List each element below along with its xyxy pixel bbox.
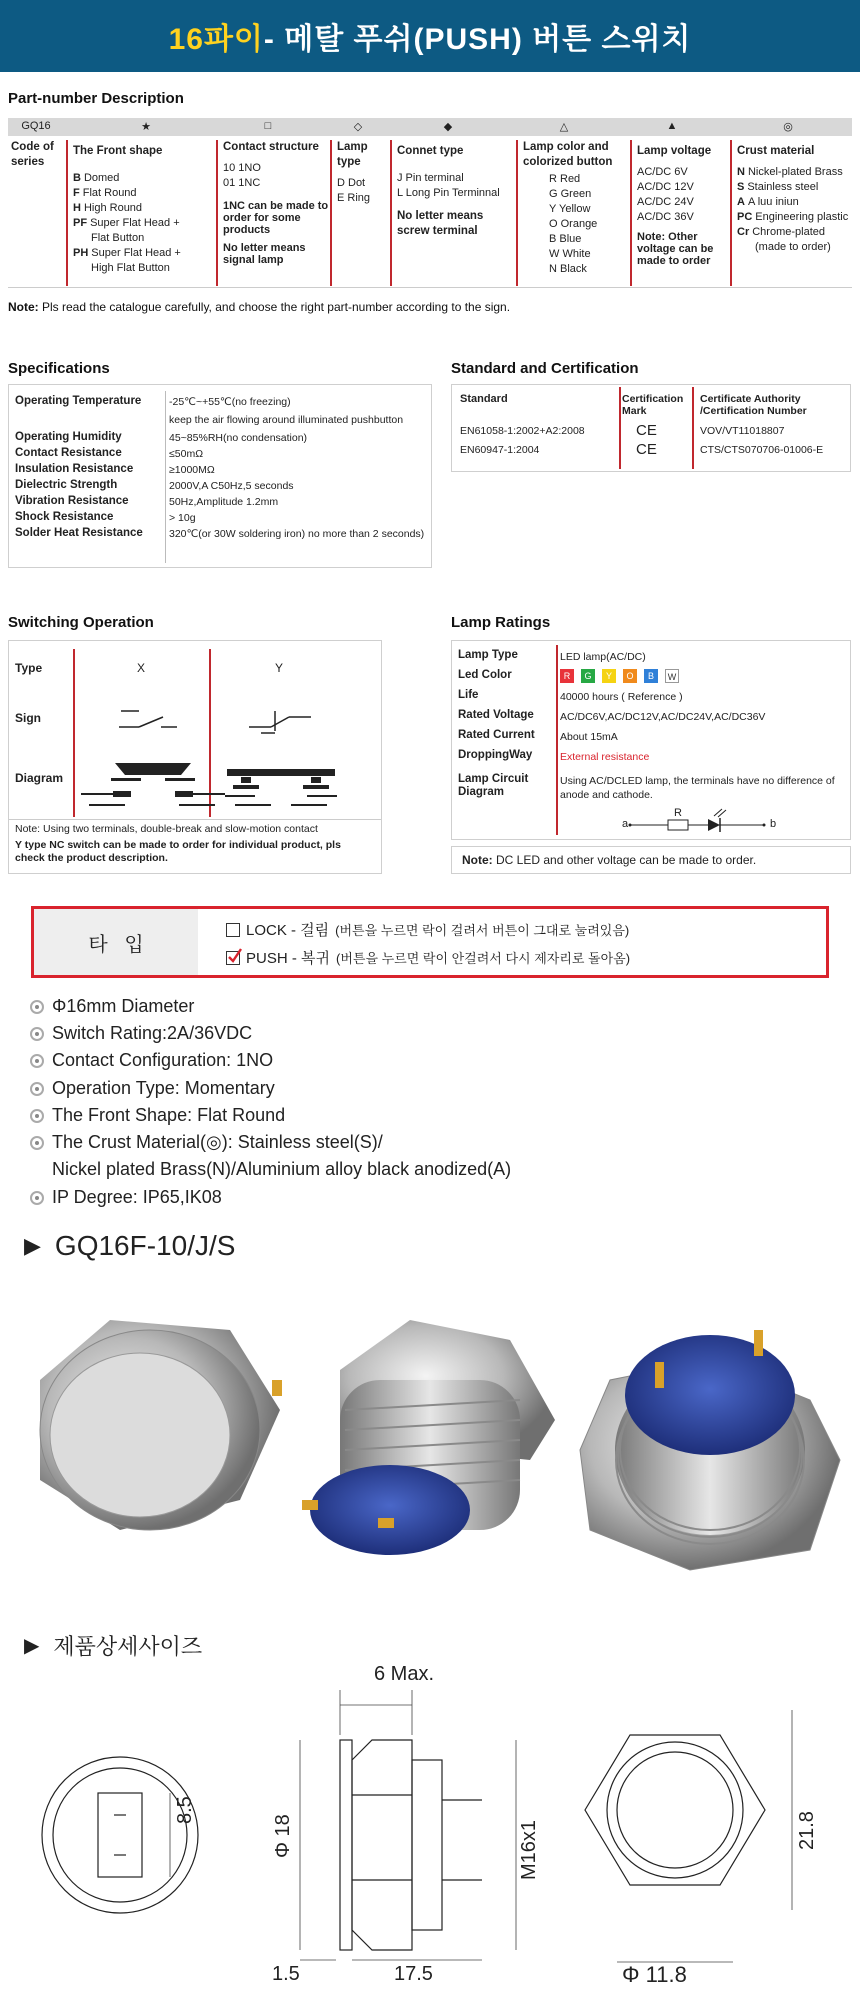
front-shape-line: F Flat Round [73, 187, 137, 199]
cert-standard-2: EN60947-1:2004 [460, 444, 540, 456]
pn-sym-4: ◆ [443, 121, 453, 133]
part-number-heading: Part-number Description [8, 90, 184, 107]
front-shape-line: PF Super Flat Head + [73, 217, 180, 229]
lamp-rating-label: Rated Current [458, 729, 535, 741]
photo-side [302, 1320, 555, 1555]
spec-value: 2000V,A C50Hz,5 seconds [169, 480, 294, 492]
spec-label: Insulation Resistance [15, 463, 134, 475]
specs-heading: Specifications [8, 360, 110, 377]
color-line: R Red [549, 173, 581, 185]
lamp-rating-label: Lamp Type [458, 649, 518, 661]
lock-desc: (버튼을 누르면 락이 걸려서 버튼이 그대로 눌려있음) [335, 923, 630, 938]
crust-line: PC Engineering plastic [737, 211, 849, 223]
feature-ip: IP Degree: IP65,IK08 [30, 1187, 222, 1208]
lamp-rating-label: DroppingWay [458, 749, 533, 761]
spec-label: Solder Heat Resistance [15, 527, 143, 539]
col-code: Code of series [11, 141, 54, 168]
led-color-B: B [644, 669, 658, 683]
spec-label: Dielectric Strength [15, 479, 118, 491]
cert-number-2: CTS/CTS070706-01006-E [700, 444, 824, 456]
col-connet-type: Connet type J Pin terminal L Long Pin Terminnal No letter means screw terminal [397, 145, 500, 237]
dim-phi11: Φ 11.8 [622, 1962, 687, 1987]
lamp-rating-value: 40000 hours ( Reference ) [560, 691, 683, 703]
voltage-line: AC/DC 36V [637, 211, 694, 223]
cert-col-mark: Certification Mark [622, 393, 684, 417]
bullet-icon [30, 1054, 44, 1068]
bullet-icon [30, 1191, 44, 1205]
lamp-rating-value: External resistance [560, 751, 650, 763]
color-line: W White [549, 248, 591, 260]
col-lamp-color: Lamp color and colorized button R Red G Green Y Yellow O Orange B Blue W White N Black [520, 140, 630, 286]
col-contact: Contact structure 10 1NO 01 1NC 1NC can be made to order for some products No letter means signal lamp [223, 141, 329, 266]
spec-value: keep the air flowing around illuminated pushbutton [169, 414, 404, 426]
sw-note-bold: Y type NC switch can be made to order for individual product, pls check the product description. [15, 839, 341, 864]
color-line: Y Yellow [549, 203, 591, 215]
bullet-icon [30, 1136, 44, 1150]
lamp-rating-value: Using AC/DCLED lamp, the terminals have no difference of anode and cathode. [560, 775, 835, 801]
lamp-rating-label: Rated Voltage [458, 709, 534, 721]
spec-label: Operating Temperature [15, 395, 142, 407]
spec-value: 50Hz,Amplitude 1.2mm [169, 496, 279, 508]
voltage-line: AC/DC 24V [637, 196, 694, 208]
bullet-icon [30, 1027, 44, 1041]
push-name: PUSH - 복귀 [246, 950, 330, 967]
voltage-line: AC/DC 6V [637, 166, 688, 178]
feature-rating: Switch Rating:2A/36VDC [30, 1023, 252, 1044]
dimension-drawing [0, 1650, 860, 1995]
crust-line: (made to order) [755, 241, 831, 253]
switch-diagrams [75, 691, 375, 817]
option-push[interactable] [226, 947, 630, 968]
crust-line: Cr Chrome-plated [737, 226, 825, 238]
ce-mark-1: CE [636, 422, 657, 439]
spec-label: Shock Resistance [15, 511, 114, 523]
bullet-icon [30, 1082, 44, 1096]
feature-crust: The Crust Material(◎): Stainless steel(S)/ [30, 1132, 383, 1153]
feature-contact: Contact Configuration: 1NO [30, 1050, 273, 1071]
lamp-ratings-heading: Lamp Ratings [451, 614, 551, 631]
cert-col-authority: Certificate Authority /Certification Number [700, 393, 807, 417]
banner-title: - 메탈 푸쉬(PUSH) 버튼 스위치 [263, 23, 692, 56]
switching-table [8, 640, 382, 874]
pn-sym-5: △ [559, 121, 569, 133]
circuit-r: R [674, 807, 682, 819]
front-shape-line: B Domed [73, 172, 120, 184]
circuit-a: a [622, 818, 629, 830]
lamp-rating-value: About 15mA [560, 731, 618, 743]
pn-sym-2: □ [264, 120, 272, 132]
feature-operation: Operation Type: Momentary [30, 1078, 275, 1099]
photo-rear [580, 1330, 840, 1570]
led-color-Y: Y [602, 669, 616, 683]
sw-sign-label: Sign [15, 711, 41, 725]
crust-line: N Nickel-plated Brass [737, 166, 843, 178]
sw-x-label: X [137, 661, 146, 675]
sw-type-label: Type [15, 661, 43, 675]
lamp-rating-label: Led Color [458, 669, 512, 681]
push-desc: (버튼을 누르면 락이 안걸려서 다시 제자리로 돌아옴) [336, 951, 631, 966]
type-label: 타 입 [34, 909, 198, 975]
spec-label: Contact Resistance [15, 447, 122, 459]
spec-label: Vibration Resistance [15, 495, 129, 507]
spec-value: 45~85%RH(no condensation) [169, 432, 308, 444]
col-front-shape: The Front shape B Domed F Flat Round H High Round PF Super Flat Head + Flat Button PH Super Flat Head + High Flat Button [70, 140, 216, 286]
product-photos [10, 1300, 850, 1590]
color-line: O Orange [549, 218, 598, 230]
lamp-ratings-table [451, 640, 851, 840]
cert-heading: Standard and Certification [451, 360, 639, 377]
check-icon [227, 948, 243, 964]
lamp-rating-value: AC/DC6V,AC/DC12V,AC/DC24V,AC/DC36V [560, 711, 766, 723]
led-color-O: O [623, 669, 637, 683]
color-line: N Black [549, 263, 587, 275]
dim-d1: 8.5 [174, 1796, 196, 1824]
push-checkbox[interactable] [226, 951, 240, 965]
lamp-rating-label: Lamp Circuit Diagram [458, 773, 529, 798]
lamp-rating-value: LED lamp(AC/DC) [560, 651, 646, 663]
feature-diameter: Φ16mm Diameter [30, 996, 194, 1017]
page-banner [0, 0, 860, 72]
lamp-ratings-note: Note: DC LED and other voltage can be made to order. [451, 846, 851, 874]
bullet-icon [30, 1000, 44, 1014]
voltage-line: AC/DC 12V [637, 181, 694, 193]
dim-b2: 17.5 [394, 1963, 433, 1985]
led-color-G: G [581, 669, 595, 683]
model-title [24, 1230, 235, 1262]
pn-sym-3: ◇ [353, 121, 363, 133]
part-number-note: Note: Pls read the catalogue carefully, and choose the right part-number according to the sign. [8, 300, 511, 314]
color-line: B Blue [549, 233, 582, 245]
col-lamp-voltage: Lamp voltage AC/DC 6V AC/DC 12V AC/DC 24V AC/DC 36V Note: Other voltage can be made to order [634, 140, 730, 286]
specs-table [8, 384, 432, 568]
spec-value: 320℃(or 30W soldering iron) no more than 2 seconds) [169, 528, 425, 540]
col-lamp-type: Lamp type D Dot E Ring [337, 141, 371, 204]
spec-value: > 10g [169, 512, 196, 524]
spec-label: Operating Humidity [15, 431, 122, 443]
detail-title-text: 제품상세사이즈 [53, 1634, 203, 1659]
feature-front-shape: The Front Shape: Flat Round [30, 1105, 285, 1126]
led-color-swatches [560, 669, 686, 683]
dim-m16: M16x1 [518, 1819, 540, 1880]
dim-phi18: Φ 18 [272, 1814, 294, 1858]
pn-sym-1: ★ [141, 121, 151, 133]
bullet-icon [30, 1109, 44, 1123]
dim-max: 6 Max. [374, 1663, 435, 1685]
lock-name: LOCK - 걸림 [246, 922, 330, 939]
circuit-diagram [622, 807, 772, 835]
arrow-icon: ▶ [24, 1233, 41, 1258]
sw-y-label: Y [275, 661, 284, 675]
crust-line: A A luu iniun [737, 196, 799, 208]
sw-diagram-label: Diagram [15, 771, 64, 785]
sw-note: Note: Using two terminals, double-break and slow-motion contact [15, 823, 318, 835]
dim-h: 21.8 [796, 1811, 818, 1850]
cert-number-1: VOV/VT11018807 [700, 425, 785, 437]
feature-crust-cont: Nickel plated Brass(N)/Aluminium alloy black anodized(A) [52, 1159, 512, 1179]
circuit-b: b [770, 818, 777, 830]
pn-sym-6: ▲ [666, 120, 678, 132]
spec-value: ≥1000MΩ [169, 464, 215, 476]
front-shape-line: Flat Button [91, 232, 145, 244]
lamp-rating-label: Life [458, 689, 479, 701]
led-color-W: W [665, 669, 679, 683]
front-shape-line: High Flat Button [91, 262, 170, 274]
spec-value: -25℃~+55℃(no freezing) [169, 396, 291, 408]
part-number-table [8, 136, 852, 288]
cert-standard-1: EN61058-1:2002+A2:2008 [460, 425, 585, 437]
col-crust-material: Crust material N Nickel-plated Brass S Stainless steel A A luu iniun PC Engineering plastic Cr Chrome-plated (made to order) [734, 140, 852, 286]
dim-b1: 1.5 [272, 1963, 300, 1985]
ce-mark-2: CE [636, 441, 657, 458]
pn-sym-7: ◎ [783, 121, 793, 133]
front-shape-line: H High Round [73, 202, 143, 214]
lock-checkbox[interactable] [226, 923, 240, 937]
color-line: G Green [549, 188, 592, 200]
option-lock[interactable] [226, 919, 629, 940]
switching-heading: Switching Operation [8, 614, 154, 631]
led-color-R: R [560, 669, 574, 683]
cert-col-standard: Standard [460, 393, 508, 405]
photo-front [40, 1320, 282, 1530]
pn-code: GQ16 [21, 120, 51, 132]
spec-value: ≤50mΩ [169, 448, 204, 460]
banner-highlight: 16파이 [168, 23, 264, 56]
part-number-bar [8, 118, 852, 136]
front-shape-line: PH Super Flat Head + [73, 247, 181, 259]
crust-line: S Stainless steel [737, 181, 819, 193]
arrow-icon: ▶ [24, 1635, 40, 1657]
model-name: GQ16F-10/J/S [54, 1230, 236, 1261]
type-box [31, 906, 829, 978]
cert-table [451, 384, 851, 472]
